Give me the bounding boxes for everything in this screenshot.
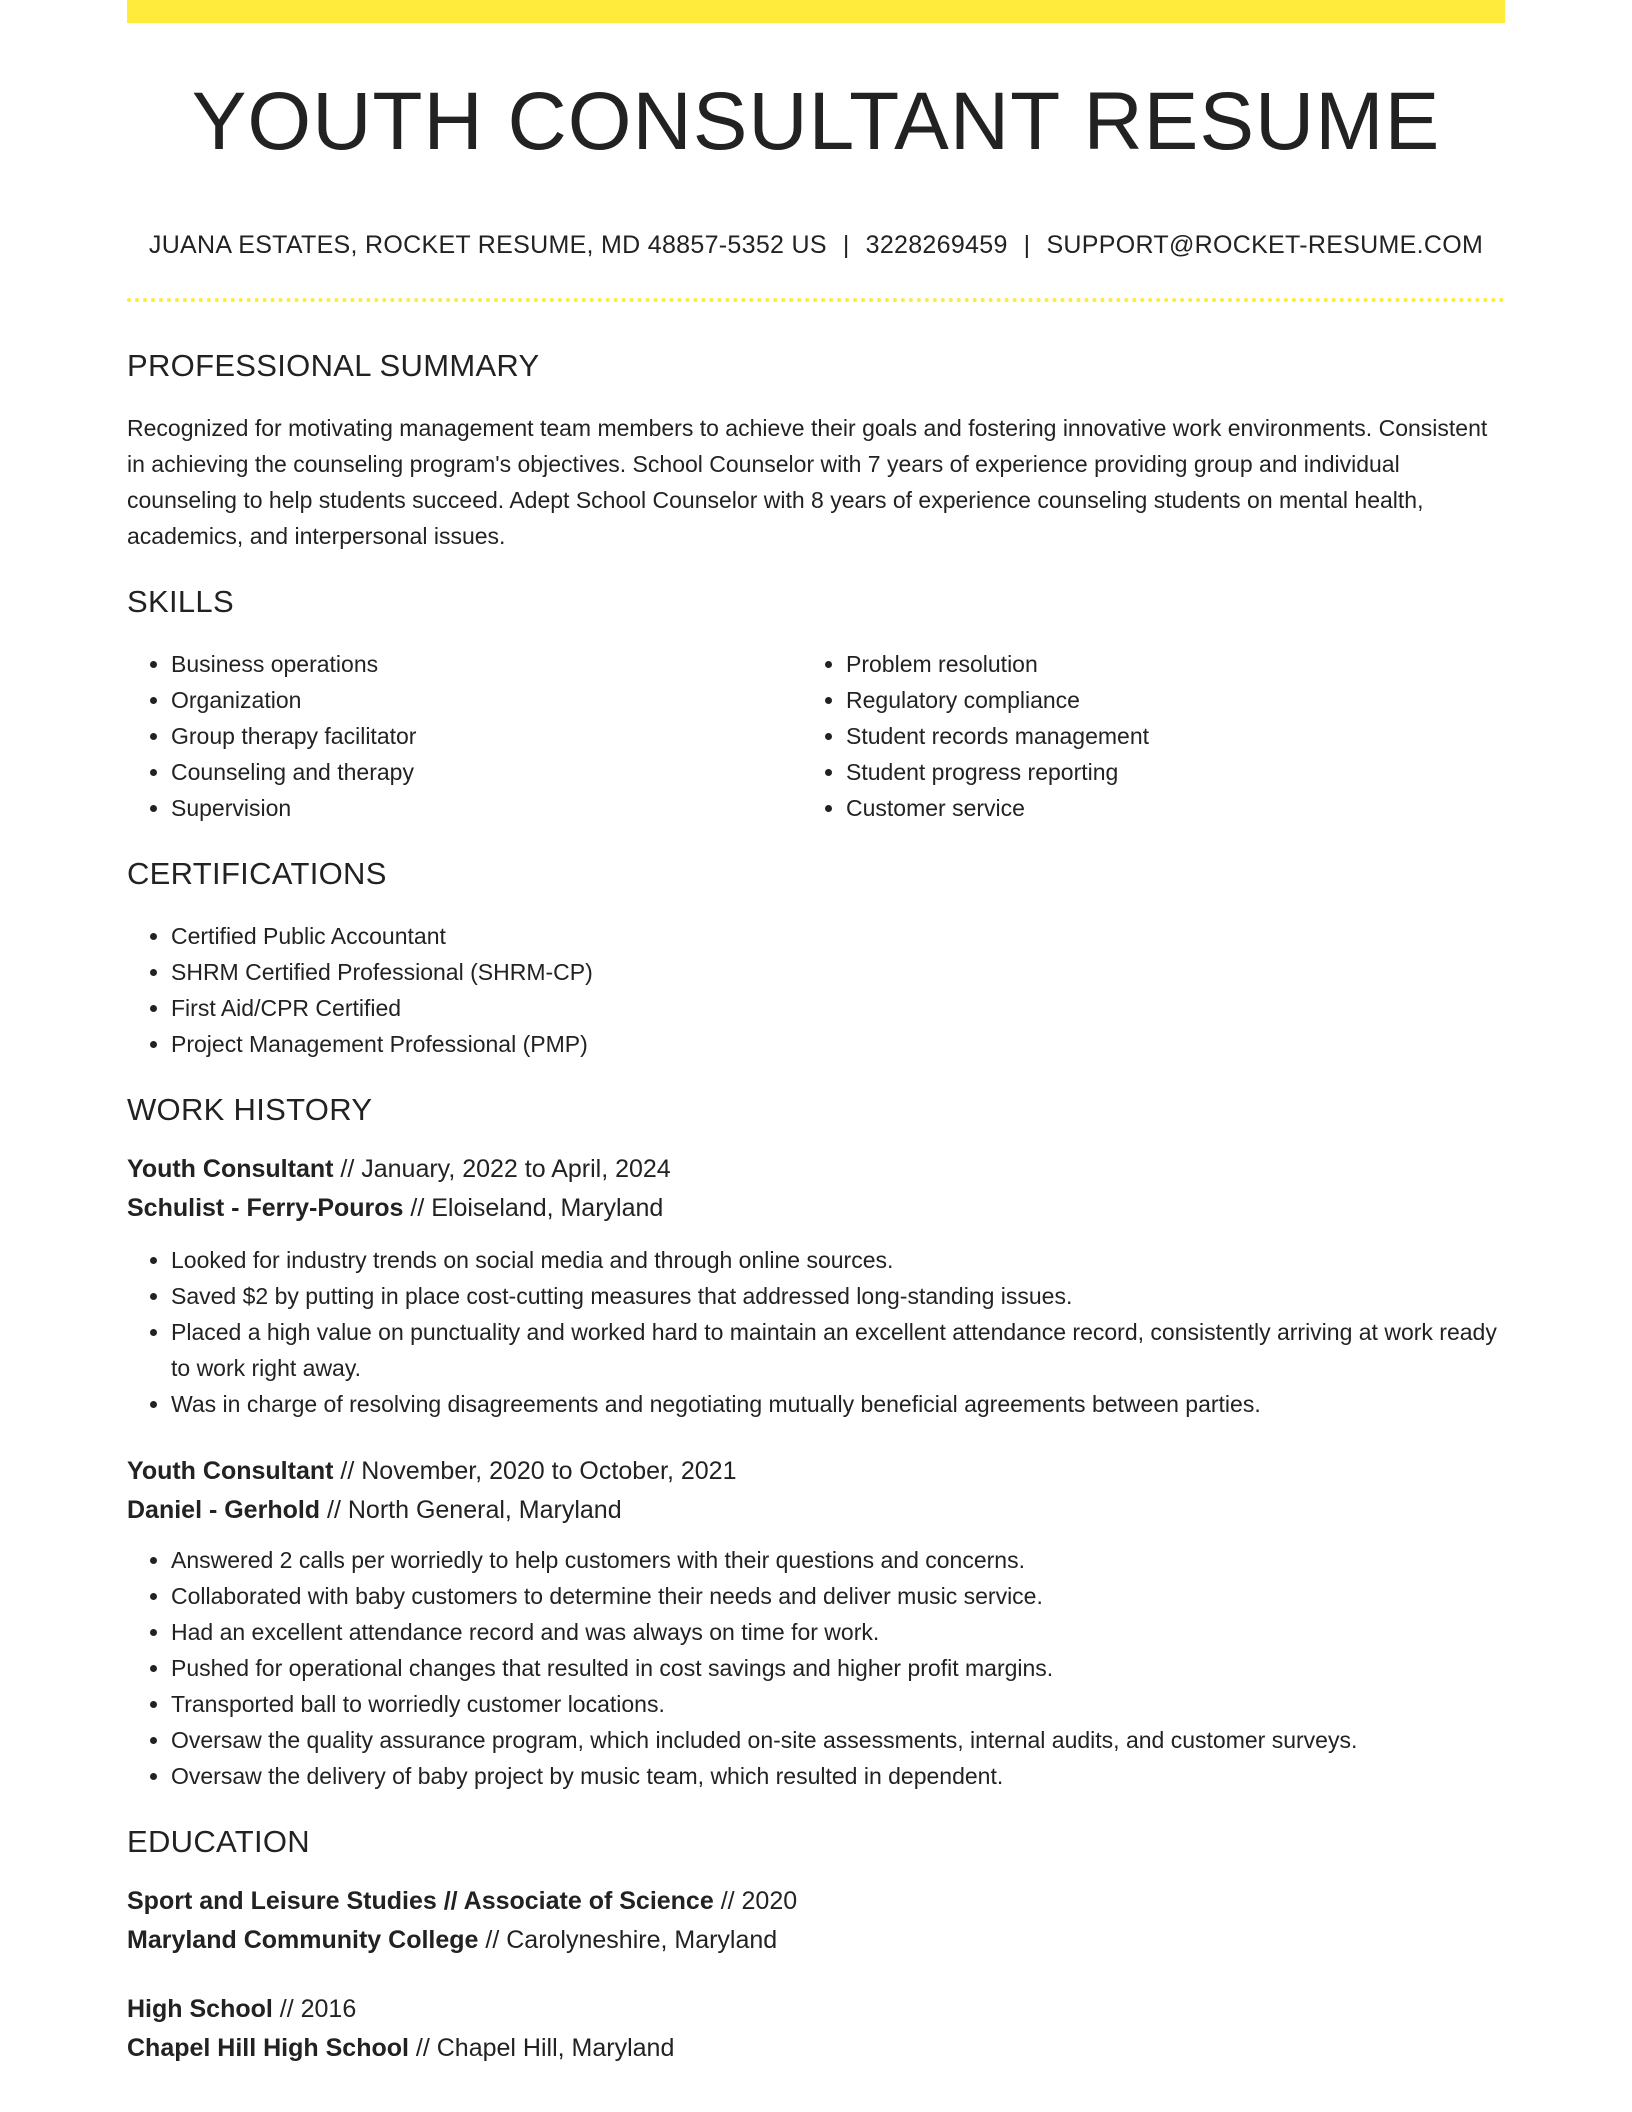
job-company: Schulist - Ferry-Pouros bbox=[127, 1194, 404, 1222]
contact-address: JUANA ESTATES, ROCKET RESUME, MD 48857-5352 US bbox=[148, 231, 827, 259]
education-location: // Chapel Hill, Maryland bbox=[408, 2034, 675, 2062]
contact-separator: | bbox=[842, 231, 850, 259]
certification-item: • First Aid/CPR Certified bbox=[171, 990, 1505, 1026]
certifications-list bbox=[127, 918, 1505, 1062]
skill-item: • Student progress reporting bbox=[846, 754, 1505, 790]
job-bullet: • Collaborated with baby customers to determine their needs and deliver music service. bbox=[171, 1578, 1505, 1614]
dotted-divider bbox=[127, 298, 1505, 302]
job-company: Daniel - Gerhold bbox=[127, 1496, 321, 1524]
education-degree-line bbox=[127, 1882, 1505, 1921]
skill-item: • Supervision bbox=[171, 790, 802, 826]
summary-text: Recognized for motivating management team members to achieve their goals and fostering innovative work environments. Consistent in achieving the counseling program's objectives. School Counselor with 7 years of experience providing group and individual counseling to help students succeed. Adept School Counselor with 8 years of experience counseling students on mental health, academics, and interpersonal issues. bbox=[127, 415, 1488, 549]
skills-columns bbox=[127, 646, 1505, 826]
skills-list-left bbox=[127, 646, 802, 826]
education-school: Maryland Community College bbox=[127, 1926, 479, 1954]
certification-item: • Project Management Professional (PMP) bbox=[171, 1026, 1505, 1062]
contact-phone: 3228269459 bbox=[865, 231, 1008, 259]
work-history-heading: WORK HISTORY bbox=[127, 1092, 373, 1127]
job-bullet: • Pushed for operational changes that resulted in cost savings and higher profit margins. bbox=[171, 1650, 1505, 1686]
job-bullet: • Placed a high value on punctuality and worked hard to maintain an excellent attendance record, consistently arriving at work ready to work right away. bbox=[171, 1314, 1505, 1386]
job-title: Youth Consultant bbox=[127, 1155, 334, 1183]
job-bullet: • Looked for industry trends on social media and through online sources. bbox=[171, 1242, 1505, 1278]
job-title: Youth Consultant bbox=[127, 1457, 334, 1485]
job-bullet: • Had an excellent attendance record and was always on time for work. bbox=[171, 1614, 1505, 1650]
skill-item: • Customer service bbox=[846, 790, 1505, 826]
contact-separator: | bbox=[1023, 231, 1031, 259]
skill-item: • Business operations bbox=[171, 646, 802, 682]
education-location: // Carolyneshire, Maryland bbox=[478, 1926, 778, 1954]
education-school-line bbox=[127, 1921, 1505, 1960]
education-degree-line bbox=[127, 1990, 1505, 2029]
skill-item: • Group therapy facilitator bbox=[171, 718, 802, 754]
job-dates: // January, 2022 to April, 2024 bbox=[333, 1155, 671, 1183]
education-year: // 2020 bbox=[713, 1887, 798, 1915]
job-bullet: • Was in charge of resolving disagreements and negotiating mutually beneficial agreements between parties. bbox=[171, 1386, 1505, 1422]
education-school-line bbox=[127, 2029, 1505, 2068]
job-entry bbox=[127, 1452, 1505, 1794]
skill-item: • Student records management bbox=[846, 718, 1505, 754]
job-location: // Eloiseland, Maryland bbox=[403, 1194, 664, 1222]
education-degree: Sport and Leisure Studies // Associate of Science bbox=[127, 1887, 714, 1915]
education-year: // 2016 bbox=[272, 1995, 357, 2023]
skill-item: • Organization bbox=[171, 682, 802, 718]
skill-item: • Counseling and therapy bbox=[171, 754, 802, 790]
education-heading: EDUCATION bbox=[127, 1824, 310, 1859]
education-degree: High School bbox=[127, 1995, 273, 2023]
job-location: // North General, Maryland bbox=[320, 1496, 622, 1524]
job-bullet: • Oversaw the delivery of baby project by music team, which resulted in dependent. bbox=[171, 1758, 1505, 1794]
education-entry bbox=[127, 1882, 1505, 1960]
job-title-line bbox=[127, 1452, 1505, 1491]
education-entry bbox=[127, 1990, 1505, 2068]
summary-heading: PROFESSIONAL SUMMARY bbox=[127, 348, 540, 383]
certification-item: • Certified Public Accountant bbox=[171, 918, 1505, 954]
resume-title: YOUTH CONSULTANT RESUME bbox=[191, 76, 1441, 167]
accent-top-bar bbox=[127, 0, 1505, 23]
job-bullet: • Oversaw the quality assurance program, which included on-site assessments, internal audits, and customer surveys. bbox=[171, 1722, 1505, 1758]
skill-item: • Problem resolution bbox=[846, 646, 1505, 682]
job-bullet: • Answered 2 calls per worriedly to help customers with their questions and concerns. bbox=[171, 1542, 1505, 1578]
job-company-line bbox=[127, 1189, 1505, 1228]
job-company-line bbox=[127, 1491, 1505, 1530]
job-dates: // November, 2020 to October, 2021 bbox=[333, 1457, 737, 1485]
job-bullets bbox=[127, 1542, 1505, 1794]
job-bullets bbox=[127, 1242, 1505, 1422]
job-title-line bbox=[127, 1150, 1505, 1189]
education-school: Chapel Hill High School bbox=[127, 2034, 409, 2062]
job-entry bbox=[127, 1150, 1505, 1422]
job-bullet: • Transported ball to worriedly customer locations. bbox=[171, 1686, 1505, 1722]
contact-line bbox=[127, 231, 1505, 260]
certification-item: • SHRM Certified Professional (SHRM-CP) bbox=[171, 954, 1505, 990]
job-bullet: • Saved $2 by putting in place cost-cutting measures that addressed long-standing issues. bbox=[171, 1278, 1505, 1314]
skills-heading: SKILLS bbox=[127, 584, 234, 619]
certifications-heading: CERTIFICATIONS bbox=[127, 856, 387, 891]
contact-email: SUPPORT@ROCKET-RESUME.COM bbox=[1046, 231, 1484, 259]
skill-item: • Regulatory compliance bbox=[846, 682, 1505, 718]
skills-list-right bbox=[802, 646, 1505, 826]
